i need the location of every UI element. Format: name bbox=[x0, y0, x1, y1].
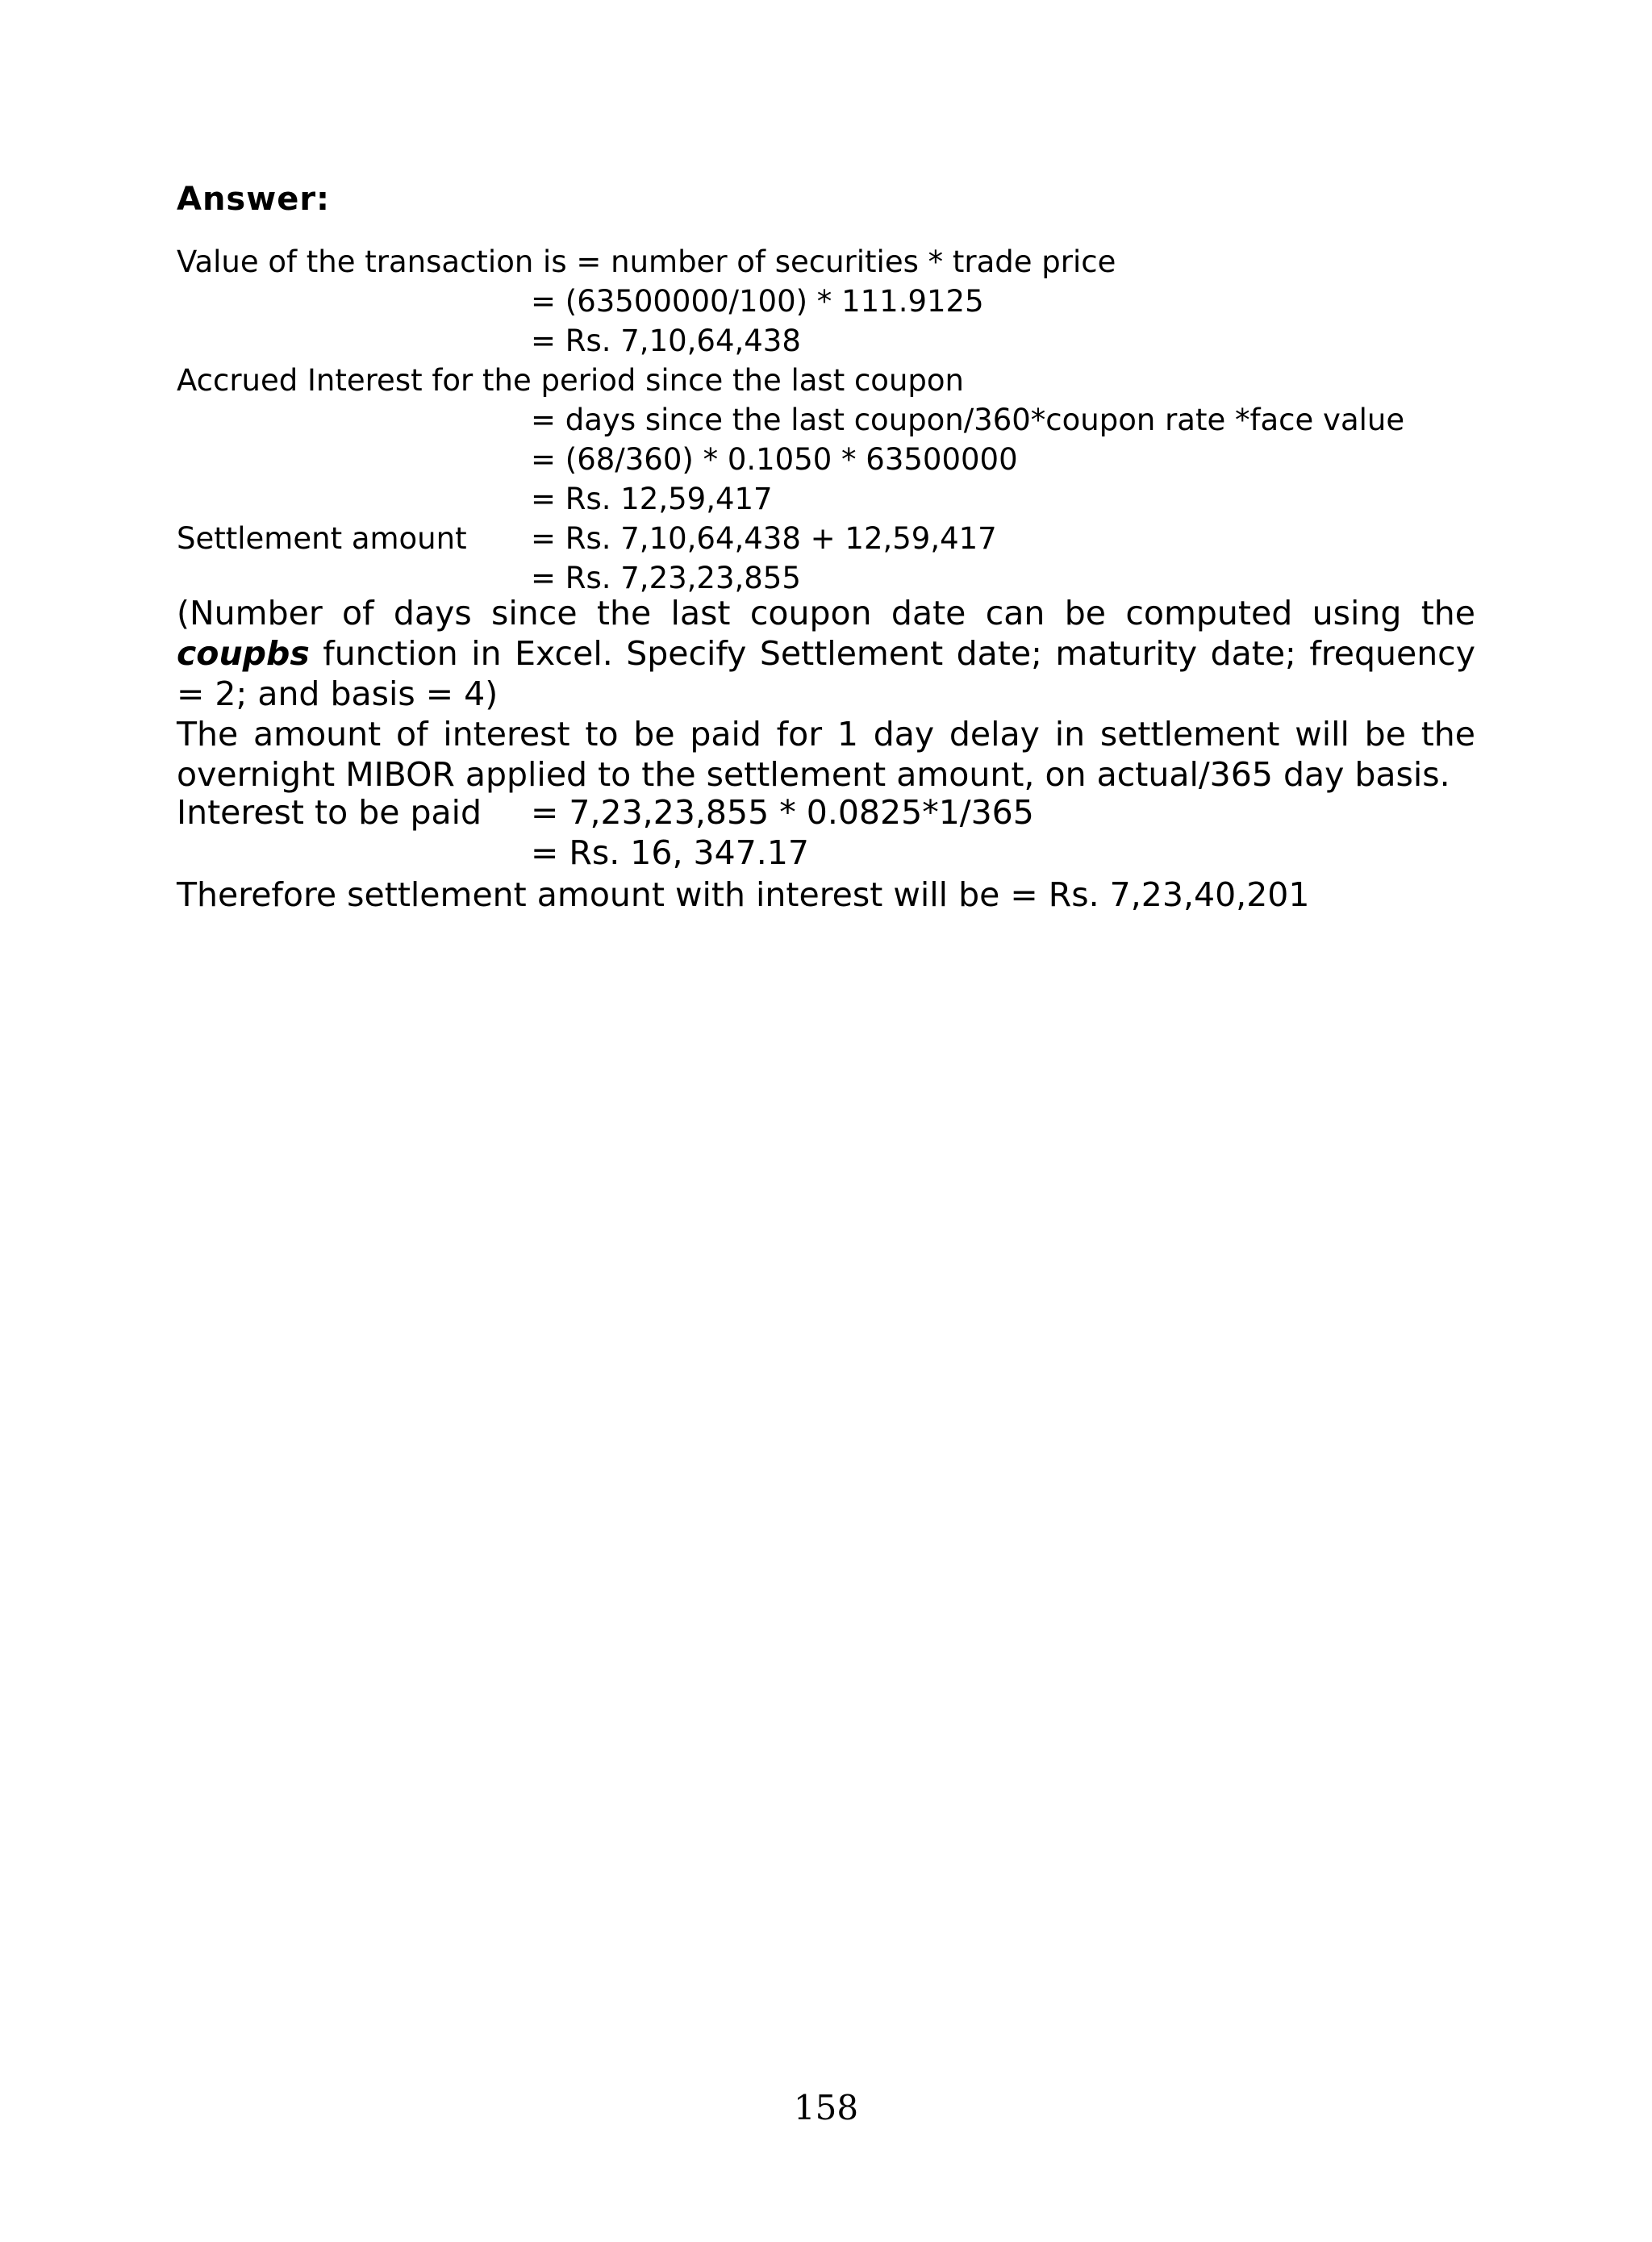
settlement-amount-label: Settlement amount bbox=[177, 521, 467, 556]
transaction-value-label: Value of the transaction is = number of securities * trade price bbox=[177, 244, 1116, 279]
accrued-interest-formula: = days since the last coupon/360*coupon rate *face value bbox=[531, 403, 1405, 437]
coupbs-function-name: coupbs bbox=[177, 634, 310, 673]
interest-paid-calc: = 7,23,23,855 * 0.0825*1/365 bbox=[531, 793, 1034, 832]
coupbs-note-part2: function in Excel. Specify Settlement date; maturity date; frequency = 2; and basis = 4) bbox=[177, 634, 1475, 713]
answer-heading: Answer: bbox=[177, 181, 331, 218]
interest-paid-label: Interest to be paid bbox=[177, 793, 482, 832]
accrued-interest-calc: = (68/360) * 0.1050 * 63500000 bbox=[531, 442, 1018, 477]
final-settlement-text: Therefore settlement amount with interest will be = Rs. 7,23,40,201 bbox=[177, 875, 1310, 914]
transaction-value-calc: = (63500000/100) * 111.9125 bbox=[531, 284, 984, 319]
transaction-value-result: = Rs. 7,10,64,438 bbox=[531, 324, 801, 358]
interest-paid-result: = Rs. 16, 347.17 bbox=[531, 833, 809, 872]
settlement-amount-result: = Rs. 7,23,23,855 bbox=[531, 561, 801, 595]
page-number: 158 bbox=[793, 2088, 859, 2127]
coupbs-note-part1: (Number of days since the last coupon date can be computed using the bbox=[177, 594, 1475, 633]
accrued-interest-result: = Rs. 12,59,417 bbox=[531, 482, 773, 516]
accrued-interest-label: Accrued Interest for the period since the last coupon bbox=[177, 363, 964, 398]
delay-interest-text: The amount of interest to be paid for 1 day delay in settlement will be the overnight MIBOR applied to the settlement amount, on actual/365 day basis. bbox=[177, 715, 1475, 794]
coupbs-note bbox=[177, 593, 1475, 714]
settlement-amount-calc: = Rs. 7,10,64,438 + 12,59,417 bbox=[531, 521, 997, 556]
